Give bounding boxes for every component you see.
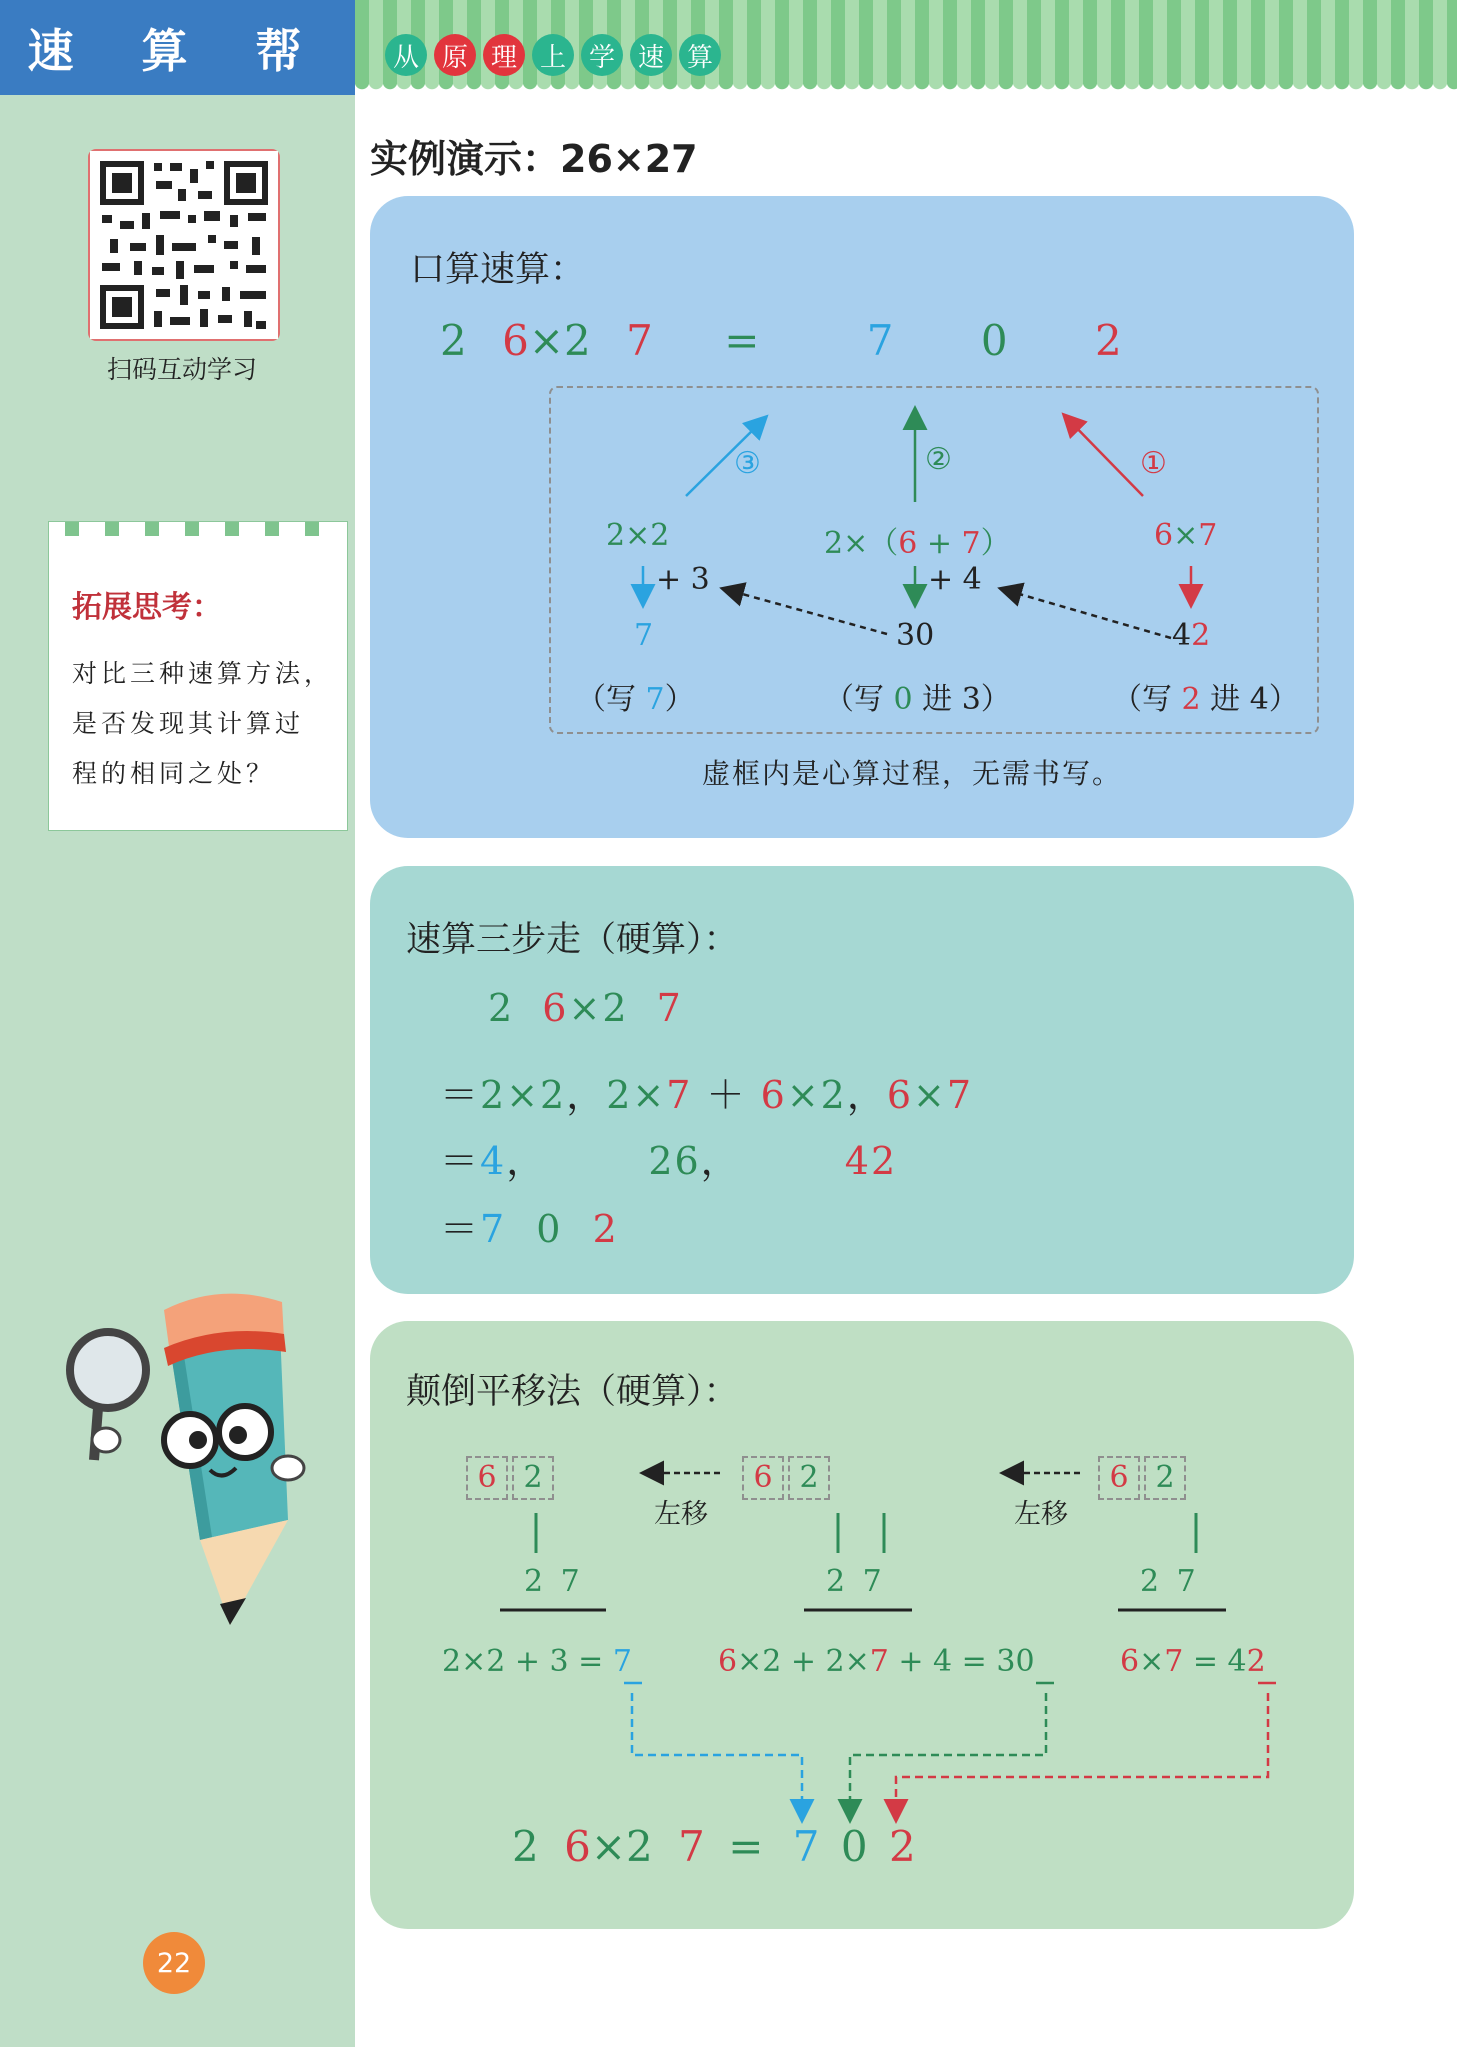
shift-equation-1: 2×2 + 3 = 7 — [442, 1644, 632, 1679]
col1-note: （写 7） — [576, 682, 695, 717]
col1-expression: 2×2 — [606, 518, 670, 553]
result-digit: 0 — [980, 316, 1008, 365]
three-step-title: 速算三步走（硬算）： — [406, 920, 739, 960]
think-line: 对比三种速算方法， — [72, 659, 334, 688]
shift-title: 颠倒平移法（硬算）： — [406, 1372, 739, 1412]
banner-tag: 原 — [434, 34, 476, 76]
think-title: 拓展思考： — [72, 590, 222, 625]
oral-footnote: 虚框内是心算过程，无需书写。 — [702, 757, 1123, 790]
shift-left-label: 左移 — [1014, 1499, 1068, 1530]
flipped-digits-3: 6 2 — [1098, 1456, 1186, 1500]
shift-final-equation: 2 6×2 7 = 7 0 2 — [512, 1822, 916, 1871]
multiplier-2: 2 7 — [826, 1564, 886, 1599]
banner-tag: 速 — [630, 34, 672, 76]
result-digit: 7 — [866, 316, 894, 365]
banner-tag: 理 — [483, 34, 525, 76]
banner-edge — [355, 82, 1457, 98]
step-1-marker: ① — [1140, 446, 1167, 481]
step-2-marker: ② — [925, 442, 952, 477]
col2-note: （写 0 进 3） — [824, 682, 1011, 717]
result-digit: 2 — [1094, 316, 1122, 365]
oral-title: 口算速算： — [410, 250, 586, 290]
col2-expression: 2×（6 + 7） — [824, 526, 1011, 561]
page-heading: 实例演示：26×27 — [370, 137, 698, 181]
oral-equation — [440, 316, 1122, 365]
times-sign: × — [528, 316, 565, 365]
think-line: 程的相同之处？ — [72, 759, 276, 788]
three-step-line-3: ＝7 0 2 — [440, 1207, 619, 1251]
multiplier-1: 2 7 — [524, 1564, 584, 1599]
banner-tag: 上 — [532, 34, 574, 76]
qr-code[interactable] — [88, 149, 280, 341]
flipped-digits-1: 6 2 — [466, 1456, 554, 1500]
flipped-digits-2: 6 2 — [742, 1456, 830, 1500]
page-number: 22 — [143, 1932, 205, 1994]
banner-tag: 从 — [385, 34, 427, 76]
equals-sign: = — [724, 316, 760, 365]
digit: 2 — [564, 316, 591, 365]
three-step-line-1: ＝2×2，2×7 ＋ 6×2，6×7 — [440, 1073, 974, 1117]
col3-result: 42 — [1172, 618, 1211, 653]
pencil-mascot-illustration — [60, 1290, 320, 1650]
shift-left-label: 左移 — [654, 1499, 708, 1530]
digit: 6 — [502, 316, 529, 365]
brand-title: 速 算 帮 — [0, 0, 355, 95]
banner-tag: 算 — [679, 34, 721, 76]
digit: 7 — [626, 316, 653, 365]
col1-carry: + 3 — [656, 562, 710, 597]
think-line: 是否发现其计算过 — [72, 709, 305, 738]
multiplier-3: 2 7 — [1140, 1564, 1200, 1599]
three-step-line-2: ＝4， 26， 42 — [440, 1139, 898, 1183]
col1-result: 7 — [634, 618, 654, 653]
col3-note: （写 2 进 4） — [1112, 682, 1299, 717]
digit: 2 — [440, 316, 467, 365]
banner-tag: 学 — [581, 34, 623, 76]
col2-result: 30 — [896, 618, 935, 653]
col2-carry: + 4 — [928, 562, 982, 597]
col3-expression: 6×7 — [1154, 518, 1218, 553]
shift-equation-3: 6×7 = 42 — [1120, 1644, 1266, 1679]
qr-caption: 扫码互动学习 — [106, 355, 257, 384]
shift-equation-2: 6×2 + 2×7 + 4 = 30 — [718, 1644, 1035, 1679]
three-step-line-0: 2 6×2 7 — [488, 986, 683, 1030]
step-3-marker: ③ — [734, 446, 761, 481]
